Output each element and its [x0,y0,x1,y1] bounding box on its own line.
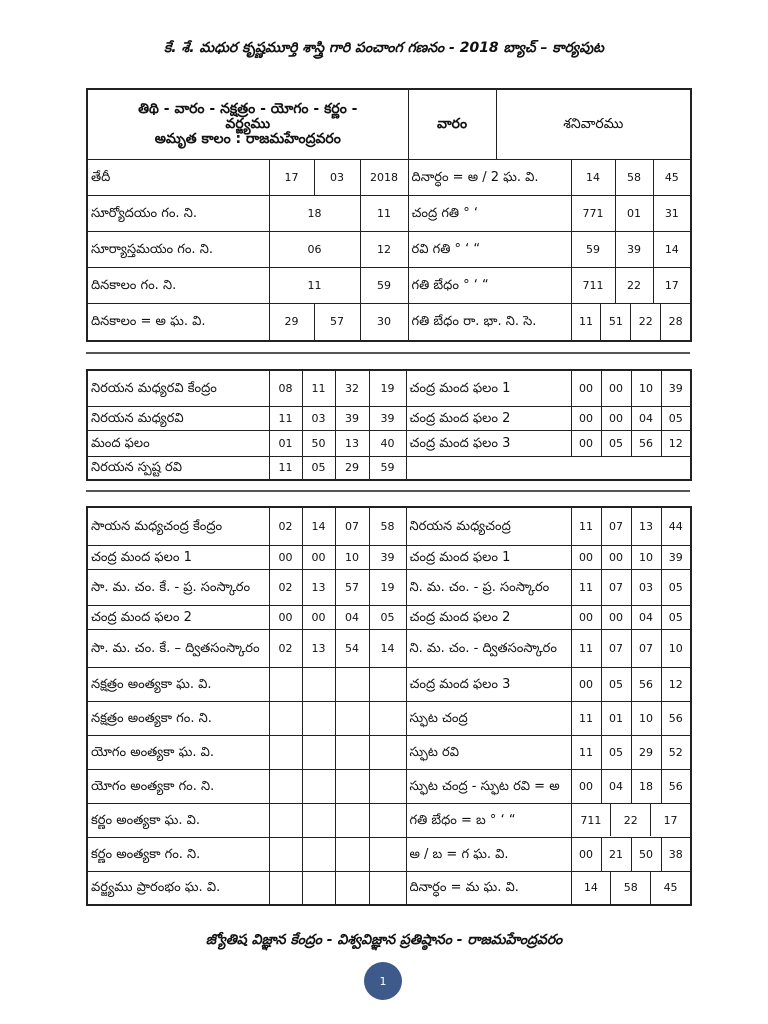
cell-value: 00 [571,667,601,701]
table-row [87,701,691,735]
row-label-right: చంద్ర మంద ఫలం 2 [406,605,571,629]
cell-value: 45 [653,159,691,195]
cell-value [335,735,369,769]
row-label-right: ని. మ. చం. - ప్ర. సంస్కారం [406,569,571,605]
cell-value: 12 [661,430,691,456]
cell-value: 08 [269,370,302,406]
cell-value: 22 [610,804,650,836]
section-divider [86,490,690,492]
cell-value [369,701,406,735]
date-day: 17 [269,159,314,195]
table-row [87,507,691,545]
cell-value: 17 [653,267,691,303]
cell-value: 00 [269,545,302,569]
cell-value: 14 [302,507,335,545]
cell-value: 39 [369,545,406,569]
cell-value: 01 [601,701,631,735]
cell-value [335,803,369,837]
cell-value: 04 [631,605,661,629]
row-label-right: ని. మ. చం. - ద్వితసంస్కారం [406,629,571,667]
cell-value: 07 [631,629,661,667]
cell-value [369,837,406,871]
cell-value: 771 [571,195,615,231]
cell-value: 18 [631,769,661,803]
cell-value: 29 [335,456,369,480]
cell-value: 11 [571,735,601,769]
cell-value: 54 [335,629,369,667]
cell-value: 56 [631,667,661,701]
cell-value: 52 [661,735,691,769]
row-label: కర్ణం అంత్యకా ఘ. వి. [87,803,269,837]
cell-value: 39 [661,370,691,406]
cell-value: 50 [631,837,661,871]
day-length-ghati-label: దినకాలం = అ ఘ. వి. [87,303,269,341]
row-label-right: చంద్ర మంద ఫలం 1 [406,545,571,569]
cell-value: 11 [269,267,360,303]
table-row [87,837,691,871]
cell-value: 10 [335,545,369,569]
row-label: నిరయన స్పష్ట రవి [87,456,269,480]
sunset-label: సూర్యాస్తమయం గం. ని. [87,231,269,267]
row-label: నక్షత్రం అంత్యకా ఘ. వి. [87,667,269,701]
sun-speed-label: రవి గతి ° ‘ “ [408,231,571,267]
cell-value [369,667,406,701]
cell-value: 18 [269,195,360,231]
cell-value: 39 [615,231,653,267]
row-label: సా. మ. చం. కే. – ద్వితసంస్కారం [87,629,269,667]
cell-value [369,769,406,803]
table-row [87,667,691,701]
cell-value: 56 [631,430,661,456]
cell-value: 00 [571,769,601,803]
cell-value: 07 [601,507,631,545]
row-label-right: చంద్ర మంద ఫలం 1 [406,370,571,406]
row-label-right: స్ఫుట చంద్ర [406,701,571,735]
cell-value: 13 [302,629,335,667]
cell-value [335,701,369,735]
cell-value: 12 [360,231,408,267]
cell-value: 07 [601,569,631,605]
row-label: సాయన మధ్యచంద్ర కేంద్రం [87,507,269,545]
cell-value [335,837,369,871]
row-label-right: అ / బ = గ ఘ. వి. [406,837,571,871]
cell-value: 00 [571,370,601,406]
cell-value: 01 [615,195,653,231]
cell-value [302,769,335,803]
table-row [87,871,691,905]
cell-value: 11 [360,195,408,231]
row-label-right: స్ఫుట చంద్ర - స్ఫుట రవి = అ [406,769,571,803]
cell-value: 14 [369,629,406,667]
row-label: వర్జ్యము ప్రారంభం ఘ. వి. [87,871,269,905]
row-label-right: చంద్ర మంద ఫలం 3 [406,430,571,456]
cell-value: 32 [335,370,369,406]
cell-value: 14 [583,881,598,895]
cell-value: 11 [571,701,601,735]
cell-value: 711 [571,267,615,303]
cell-value: 10 [631,545,661,569]
cell-value [302,667,335,701]
table-row [87,545,691,569]
cell-value: 04 [601,769,631,803]
table-row [87,370,691,406]
cell-value [369,735,406,769]
cell-value [269,735,302,769]
cell-value: 05 [661,569,691,605]
three-value-cell [571,803,691,837]
cell-value: 30 [360,303,408,341]
sun-correction-table [86,369,692,481]
row-label: చంద్ర మంద ఫలం 2 [87,605,269,629]
cell-value: 17 [650,804,690,836]
cell-value: 02 [269,569,302,605]
cell-value [269,769,302,803]
cell-value: 57 [314,303,360,341]
cell-value [302,837,335,871]
cell-value: 11 [269,456,302,480]
page-header: కే. శే. మధుర కృష్ణమూర్తి శాస్త్రి గారి పంచాంగ గణనం - 2018 బ్యాచ్ – కార్యపుట [164,40,604,56]
row-label: యోగం అంత్యకా ఘ. వి. [87,735,269,769]
table-title: తిథి - వారం - నక్షత్రం - యోగం - కర్ణం - వర్జ్యము అమృత కాలం : రాజమహేంద్రవరం [87,89,408,159]
cell-value [369,803,406,837]
cell-value: 03 [631,569,661,605]
sunrise-label: సూర్యోదయం గం. ని. [87,195,269,231]
row-label: నిరయన మధ్యరవి [87,406,269,430]
row-label: మంద ఫలం [87,430,269,456]
cell-value [302,803,335,837]
day-length-label: దినకాలం గం. ని. [87,267,269,303]
cell-value: 19 [369,569,406,605]
cell-value [369,871,406,905]
cell-value: 59 [360,267,408,303]
cell-value: 31 [653,195,691,231]
cell-value: 59 [369,456,406,480]
cell-value: 10 [631,701,661,735]
cell-value: 00 [601,605,631,629]
cell-value: 12 [661,667,691,701]
speed-diff-rasi-values [571,303,691,341]
cell-value: 39 [661,545,691,569]
empty-cell [406,456,691,480]
cell-value: 00 [571,837,601,871]
cell-value: 05 [661,406,691,430]
cell-value: 06 [269,231,360,267]
cell-value: 19 [369,370,406,406]
cell-value: 50 [302,430,335,456]
cell-value: 01 [269,430,302,456]
cell-value: 14 [571,159,615,195]
cell-value: 00 [302,605,335,629]
cell-value [335,667,369,701]
cell-value: 07 [335,507,369,545]
cell-value: 711 [580,813,602,827]
cell-value: 05 [601,735,631,769]
row-label: నిరయన మధ్యరవి కేంద్రం [87,370,269,406]
cell-value: 45 [650,872,690,904]
cell-value [302,701,335,735]
cell-value: 13 [631,507,661,545]
cell-value: 39 [369,406,406,430]
section-divider [86,352,690,354]
cell-value: 02 [269,507,302,545]
cell-value: 00 [302,545,335,569]
cell-value: 22 [630,304,660,340]
row-label: నక్షత్రం అంత్యకా గం. ని. [87,701,269,735]
cell-value: 59 [571,231,615,267]
moon-speed-label: చంద్ర గతి ° ‘ [408,195,571,231]
date-month: 03 [314,159,360,195]
cell-value: 39 [335,406,369,430]
cell-value: 10 [661,629,691,667]
cell-value: 11 [578,315,593,328]
row-label: కర్ణం అంత్యకా గం. ని. [87,837,269,871]
cell-value [302,871,335,905]
cell-value [269,803,302,837]
three-value-cell [571,871,691,905]
cell-value: 00 [601,406,631,430]
table-row [87,430,691,456]
cell-value: 05 [601,667,631,701]
cell-value: 00 [601,370,631,406]
cell-value: 13 [335,430,369,456]
cell-value: 00 [571,545,601,569]
table-row [87,769,691,803]
cell-value: 00 [601,545,631,569]
cell-value: 00 [571,430,601,456]
table-row [87,629,691,667]
cell-value: 14 [653,231,691,267]
cell-value [269,667,302,701]
date-label: తేదీ [87,159,269,195]
row-label-right: చంద్ర మంద ఫలం 3 [406,667,571,701]
cell-value: 05 [601,430,631,456]
cell-value: 58 [615,159,653,195]
cell-value: 00 [269,605,302,629]
row-label: యోగం అంత్యకా గం. ని. [87,769,269,803]
cell-value: 29 [631,735,661,769]
cell-value: 05 [661,605,691,629]
cell-value: 28 [660,304,690,340]
cell-value: 11 [269,406,302,430]
cell-value: 21 [601,837,631,871]
row-label-right: గతి బేధం = బ ° ‘ “ [406,803,571,837]
page-number-badge: 1 [364,962,402,1000]
cell-value: 44 [661,507,691,545]
cell-value: 13 [302,569,335,605]
row-label-right: చంద్ర మంద ఫలం 2 [406,406,571,430]
cell-value: 00 [571,605,601,629]
cell-value: 04 [335,605,369,629]
cell-value: 05 [369,605,406,629]
cell-value [269,871,302,905]
cell-value: 22 [615,267,653,303]
cell-value: 11 [302,370,335,406]
cell-value [302,735,335,769]
cell-value: 51 [600,304,630,340]
cell-value: 10 [631,370,661,406]
table-row [87,735,691,769]
table-row [87,605,691,629]
cell-value [335,769,369,803]
cell-value: 57 [335,569,369,605]
date-year: 2018 [360,159,408,195]
cell-value: 02 [269,629,302,667]
cell-value: 07 [601,629,631,667]
cell-value: 58 [369,507,406,545]
speed-diff-label: గతి బేధం ° ‘ “ [408,267,571,303]
cell-value: 29 [269,303,314,341]
cell-value: 00 [571,406,601,430]
cell-value: 05 [302,456,335,480]
cell-value [335,871,369,905]
cell-value: 40 [369,430,406,456]
table-row [87,569,691,605]
cell-value: 56 [661,701,691,735]
cell-value: 56 [661,769,691,803]
cell-value: 04 [631,406,661,430]
page-footer: జ్యోతిష విజ్ఞాన కేంద్రం - విశ్వవిజ్ఞాన ప్రతిష్ఠానం - రాజమహేంద్రవరం [205,932,563,948]
cell-value: 03 [302,406,335,430]
row-label: సా. మ. చం. కే. - ప్ర. సంస్కారం [87,569,269,605]
cell-value [269,701,302,735]
vaaram-value: శనివారము [496,89,691,159]
cell-value: 38 [661,837,691,871]
cell-value [269,837,302,871]
panchanga-summary-table [86,88,692,342]
moon-correction-table [86,506,692,906]
row-label-right: దినార్ధం = మ ఘ. వి. [406,871,571,905]
cell-value: 11 [571,569,601,605]
table-row [87,406,691,430]
speed-diff-rasi-label: గతి బేధం రా. భా. ని. సె. [408,303,571,341]
row-label: చంద్ర మంద ఫలం 1 [87,545,269,569]
vaaram-label: వారం [408,89,496,159]
cell-value: 11 [571,629,601,667]
dinardham-label: దినార్ధం = అ / 2 ఘ. వి. [408,159,571,195]
row-label-right: స్ఫుట రవి [406,735,571,769]
cell-value: 58 [610,872,650,904]
row-label-right: నిరయన మధ్యచంద్ర [406,507,571,545]
cell-value: 11 [571,507,601,545]
table-row [87,456,691,480]
table-row [87,803,691,837]
